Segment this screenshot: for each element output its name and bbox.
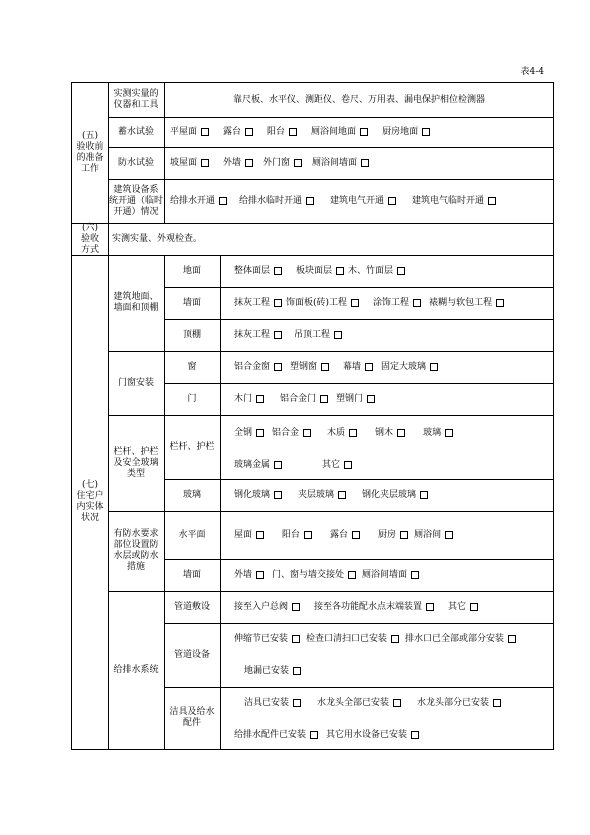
checkbox[interactable] xyxy=(445,531,453,539)
checkbox[interactable] xyxy=(256,531,264,539)
checkbox[interactable] xyxy=(274,299,282,307)
railing-options-line1: 全钢 铝合金 木质 钢木 玻璃 xyxy=(234,423,459,443)
checkbox[interactable] xyxy=(426,603,434,611)
checkbox[interactable] xyxy=(430,363,438,371)
equipment-options: 给排水开通 给排水临时开通 建筑电气开通 建筑电气临时开通 xyxy=(170,179,502,223)
floor-label: 地面 xyxy=(182,265,201,276)
building-label: 建筑地面、 墙面和顶棚 xyxy=(113,292,159,313)
checkbox[interactable] xyxy=(508,635,516,643)
door-options: 木门 铝合金门 塑钢门 xyxy=(234,383,381,415)
checkbox[interactable] xyxy=(338,491,346,499)
checkbox[interactable] xyxy=(496,299,504,307)
section-5-title: (五) 验收前 的准备 工作 xyxy=(76,131,104,174)
checkbox[interactable] xyxy=(201,128,209,136)
checkbox[interactable] xyxy=(294,159,302,167)
checkbox[interactable] xyxy=(292,635,300,643)
checkbox[interactable] xyxy=(361,159,369,167)
checkbox[interactable] xyxy=(274,267,282,275)
waterproof-test-label: 防水试验 xyxy=(117,157,154,168)
pipe-equipment-label: 管道设备 xyxy=(173,649,210,660)
checkbox[interactable] xyxy=(304,531,312,539)
horizontal-options: 屋面 阳台 露台 厨房 厕浴间 xyxy=(234,511,459,559)
checkbox[interactable] xyxy=(344,461,352,469)
checkbox[interactable] xyxy=(411,571,419,579)
checkbox[interactable] xyxy=(365,363,373,371)
pipe-laying-label: 管道敷设 xyxy=(173,601,210,612)
checkbox[interactable] xyxy=(293,699,301,707)
checkbox[interactable] xyxy=(488,197,496,205)
fixtures-options-line1: 洁具已安装 水龙头全部已安装 水龙头部分已安装 xyxy=(244,693,507,713)
wall-options: 抹灰工程 饰面板(砖)工程 涂饰工程 裱糊与软包工程 xyxy=(234,287,504,319)
equipment-label: 建筑设备系 统开通（临时 开通）情况 xyxy=(108,184,163,217)
checkbox[interactable] xyxy=(303,429,311,437)
pipe-equipment-options-line1: 伸缩节已安装 检查口清扫口已安装 排水口已全部或部分安装 xyxy=(234,629,516,649)
section-6-content: 实测实量、外观检查。 xyxy=(112,233,203,244)
railing-options-line2: 玻璃金属 其它 xyxy=(234,455,358,475)
checkbox[interactable] xyxy=(420,491,428,499)
plumbing-label: 给排水系统 xyxy=(113,664,159,675)
checkbox[interactable] xyxy=(388,197,396,205)
checkbox[interactable] xyxy=(293,667,301,675)
checkbox[interactable] xyxy=(445,429,453,437)
checkbox[interactable] xyxy=(256,395,264,403)
checkbox[interactable] xyxy=(289,128,297,136)
checkbox[interactable] xyxy=(349,429,357,437)
floor-options: 整体面层 板块面层 木、竹面层 xyxy=(234,255,411,287)
checkbox[interactable] xyxy=(411,731,419,739)
glass-options: 钢化玻璃 夹层玻璃 钢化夹层玻璃 xyxy=(234,479,434,511)
window-label: 窗 xyxy=(187,361,197,372)
ceiling-label: 顶棚 xyxy=(182,329,201,340)
checkbox[interactable] xyxy=(348,571,356,579)
checkbox[interactable] xyxy=(201,159,209,167)
checkbox[interactable] xyxy=(397,429,405,437)
grid-line xyxy=(220,255,221,749)
grid-line xyxy=(164,623,554,624)
checkbox[interactable] xyxy=(360,128,368,136)
fixtures-label: 洁具及给水 配件 xyxy=(169,707,215,728)
railing-label: 栏杆、护栏 及安全玻璃 类型 xyxy=(113,446,159,479)
wall-label: 墙面 xyxy=(182,297,201,308)
checkbox[interactable] xyxy=(334,331,342,339)
window-options: 铝合金窗 塑钢窗 幕墙 固定大玻璃 xyxy=(234,351,444,383)
checkbox[interactable] xyxy=(422,128,430,136)
checkbox[interactable] xyxy=(256,571,264,579)
door-label: 门 xyxy=(187,393,197,404)
pipe-laying-options: 接至入户总阀 接至各功能配水点末端装置 其它 xyxy=(234,591,484,623)
checkbox[interactable] xyxy=(391,635,399,643)
section-7-title: (七) 住宅户 内实体 状况 xyxy=(76,480,104,523)
checkbox[interactable] xyxy=(413,299,421,307)
checkbox[interactable] xyxy=(256,429,264,437)
water-test-label: 蓄水试验 xyxy=(117,126,154,137)
instruments-label: 实测实量的 仪器和工具 xyxy=(113,89,159,110)
section-6-title: (六) 验收 方式 xyxy=(80,222,99,255)
grid-line xyxy=(164,687,554,688)
fixtures-options-line2: 给排水配件已安装 其它用水设备已安装 xyxy=(234,725,425,745)
inspection-form-table xyxy=(71,82,554,750)
wp-wall-label: 墙面 xyxy=(182,569,201,580)
checkbox[interactable] xyxy=(274,491,282,499)
checkbox[interactable] xyxy=(274,363,282,371)
doors-windows-label: 门窗安装 xyxy=(117,377,154,388)
glass-label: 玻璃 xyxy=(182,489,201,500)
wp-wall-options: 外墙 门、窗与墙交接处 厕浴间墙面 xyxy=(234,559,425,591)
checkbox[interactable] xyxy=(274,461,282,469)
checkbox[interactable] xyxy=(310,731,318,739)
checkbox[interactable] xyxy=(245,128,253,136)
checkbox[interactable] xyxy=(219,197,227,205)
checkbox[interactable] xyxy=(352,531,360,539)
checkbox[interactable] xyxy=(367,395,375,403)
checkbox[interactable] xyxy=(397,267,405,275)
checkbox[interactable] xyxy=(493,699,501,707)
checkbox[interactable] xyxy=(351,299,359,307)
ceiling-options: 抹灰工程 吊顶工程 xyxy=(234,319,348,351)
waterproof-test-options: 坡屋面 外墙 外门窗 厕浴间墙面 xyxy=(170,147,375,179)
checkbox[interactable] xyxy=(336,267,344,275)
grid-line xyxy=(164,319,554,320)
checkbox[interactable] xyxy=(320,395,328,403)
railing-row-label: 栏杆、护栏 xyxy=(169,441,215,452)
checkbox[interactable] xyxy=(245,159,253,167)
waterproof-label: 有防水要求 部位设置防 水层或防水 措施 xyxy=(113,529,159,572)
checkbox[interactable] xyxy=(292,603,300,611)
checkbox[interactable] xyxy=(321,363,329,371)
table-label: 表4-4 xyxy=(520,67,544,77)
water-test-options: 平屋面 露台 阳台 厕浴间地面 厨房地面 xyxy=(170,117,436,147)
checkbox[interactable] xyxy=(306,197,314,205)
checkbox[interactable] xyxy=(393,699,401,707)
checkbox[interactable] xyxy=(470,603,478,611)
checkbox[interactable] xyxy=(400,531,408,539)
horizontal-label: 水平面 xyxy=(178,529,206,540)
instruments-content: 靠尺板、水平仪、测距仪、卷尺、万用表、漏电保护相位检测器 xyxy=(232,94,485,105)
pipe-equipment-options-line2: 地漏已安装 xyxy=(244,661,307,681)
checkbox[interactable] xyxy=(274,331,282,339)
